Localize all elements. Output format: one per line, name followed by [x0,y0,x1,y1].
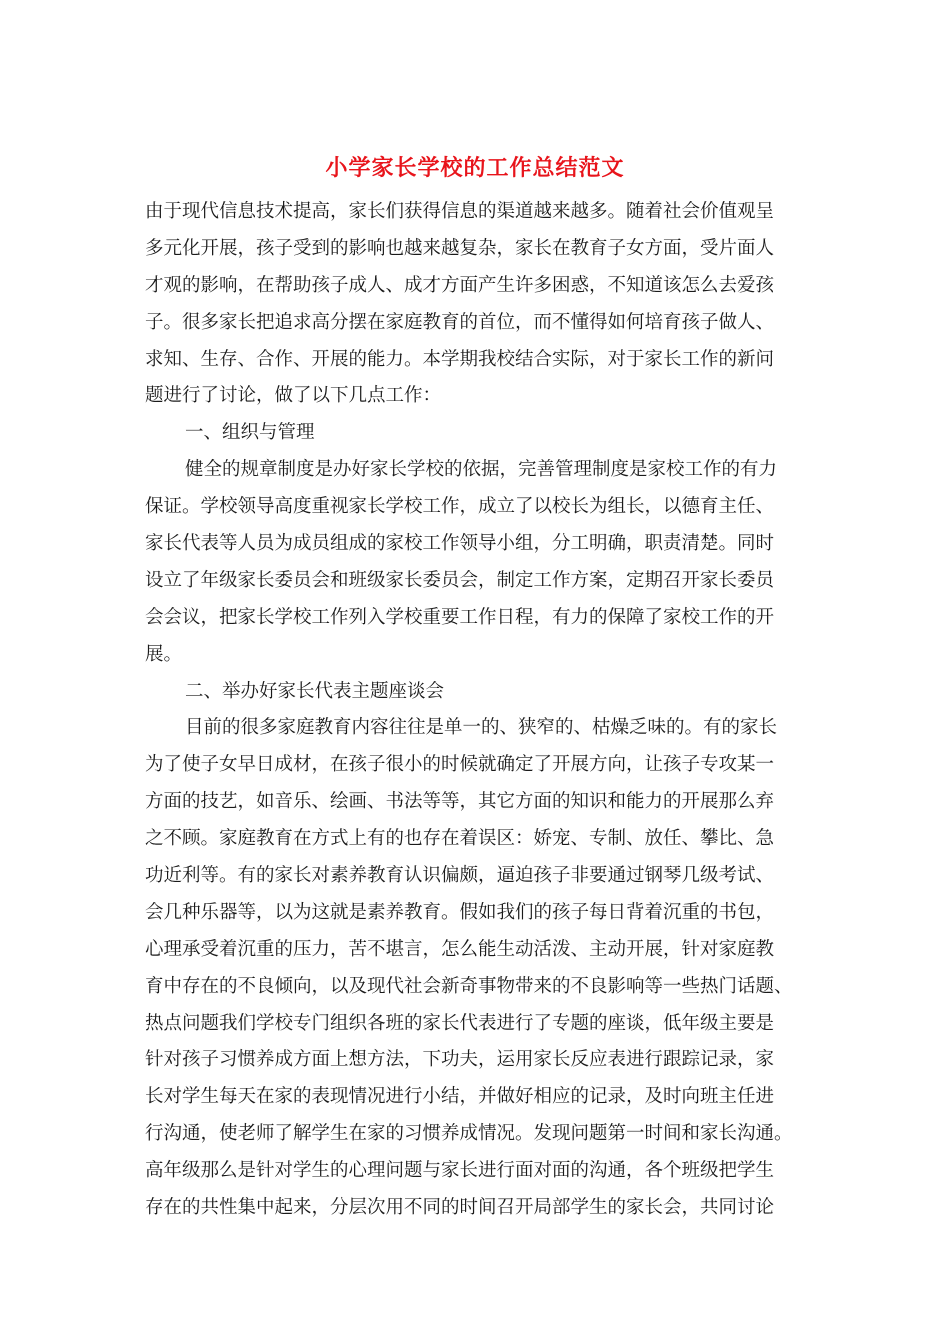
text-line: 热点问题我们学校专门组织各班的家长代表进行了专题的座谈，低年级主要是 [145,1012,775,1034]
text-line: 存在的共性集中起来，分层次用不同的时间召开局部学生的家长会，共同讨论 [145,1197,775,1219]
text-line: 家长代表等人员为成员组成的家校工作领导小组，分工明确，职责清楚。同时 [145,533,775,555]
text-line: 由于现代信息技术提高，家长们获得信息的渠道越来越多。随着社会价值观呈 [145,201,775,222]
text-line: 行沟通，使老师了解学生在家的习惯养成情况。发现问题第一时间和家长沟通。 [145,1123,793,1145]
text-line: 长对学生每天在家的表现情况进行小结，并做好相应的记录，及时向班主任进 [145,1086,775,1108]
document-title: 小学家长学校的工作总结范文 [325,155,625,181]
text-line: 之不顾。家庭教育在方式上有的也存在着误区：娇宠、专制、放任、攀比、急 [145,828,775,850]
text-line: 子。很多家长把追求高分摆在家庭教育的首位，而不懂得如何培育孩子做人、 [145,311,775,333]
text-line: 针对孩子习惯养成方面上想方法，下功夫，运用家长反应表进行跟踪记录，家 [145,1049,775,1071]
text-line: 才观的影响，在帮助孩子成人、成才方面产生许多困惑，不知道该怎么去爱孩 [145,274,775,296]
text-line: 会会议，把家长学校工作列入学校重要工作日程，有力的保障了家校工作的开 [145,606,775,628]
text-line: 保证。学校领导高度重视家长学校工作，成立了以校长为组长，以德育主任、 [145,496,775,518]
text-line: 一、组织与管理 [185,422,315,444]
text-line: 设立了年级家长委员会和班级家长委员会，制定工作方案，定期召开家长委员 [145,569,775,591]
text-line: 方面的技艺，如音乐、绘画、书法等等，其它方面的知识和能力的开展那么弃 [145,791,775,813]
text-line: 功近利等。有的家长对素养教育认识偏颇，逼迫孩子非要通过钢琴几级考试、 [145,865,775,887]
text-line: 目前的很多家庭教育内容往往是单一的、狭窄的、枯燥乏味的。有的家长 [185,717,778,739]
text-line: 多元化开展，孩子受到的影响也越来越复杂，家长在教育子女方面，受片面人 [145,237,775,259]
text-line: 二、举办好家长代表主题座谈会 [185,680,445,702]
text-line: 健全的规章制度是办好家长学校的依据，完善管理制度是家校工作的有力 [185,459,778,481]
text-line: 求知、生存、合作、开展的能力。本学期我校结合实际，对于家长工作的新问 [145,348,775,370]
text-line: 为了使子女早日成材，在孩子很小的时候就确定了开展方向，让孩子专攻某一 [145,754,775,776]
text-line: 展。 [145,643,183,665]
text-line: 心理承受着沉重的压力，苦不堪言，怎么能生动活泼、主动开展，针对家庭教 [145,938,775,960]
document-body [145,194,825,1227]
text-line: 题进行了讨论，做了以下几点工作： [145,385,442,407]
text-line: 会几种乐器等，以为这就是素养教育。假如我们的孩子每日背着沉重的书包， [145,901,775,923]
text-line: 育中存在的不良倾向，以及现代社会新奇事物带来的不良影响等一些热门话题、 [145,975,793,997]
text-line: 高年级那么是针对学生的心理问题与家长进行面对面的沟通，各个班级把学生 [145,1160,775,1182]
